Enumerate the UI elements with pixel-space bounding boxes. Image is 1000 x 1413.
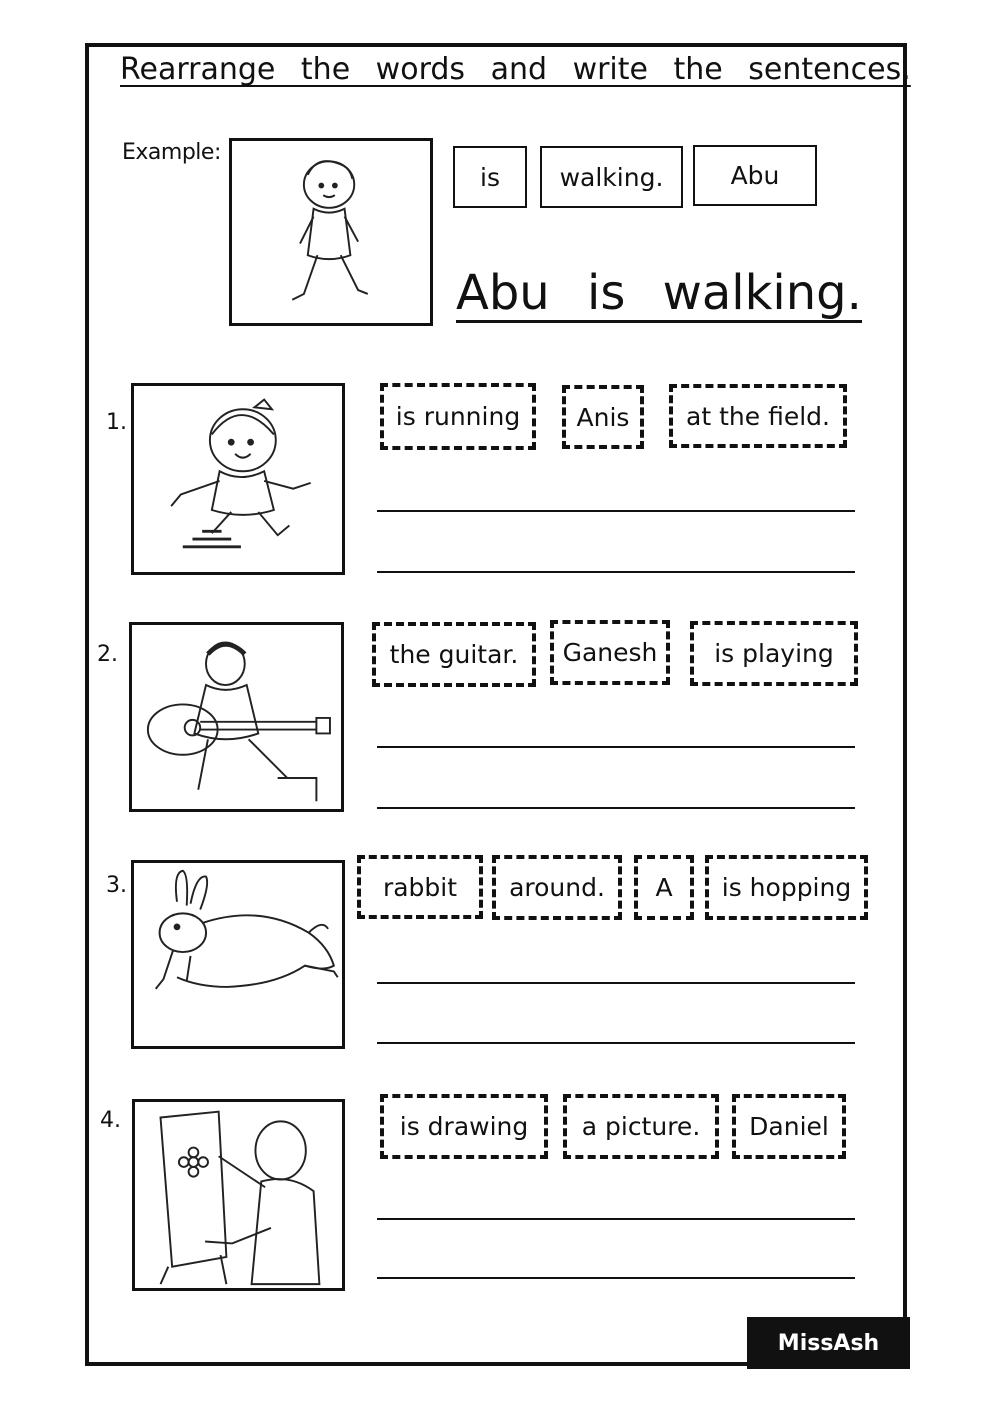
question-4-picture bbox=[132, 1099, 345, 1291]
example-label: Example: bbox=[122, 140, 221, 165]
question-number-2: 2. bbox=[97, 642, 118, 667]
question-number-1: 1. bbox=[106, 410, 127, 435]
question-1-answer-line-1[interactable] bbox=[377, 510, 855, 512]
question-3-answer-line-2[interactable] bbox=[377, 1042, 855, 1044]
author-badge: MissAsh bbox=[747, 1317, 910, 1369]
question-4-answer-line-2[interactable] bbox=[377, 1277, 855, 1279]
example-picture bbox=[229, 138, 433, 326]
question-3-answer-line-1[interactable] bbox=[377, 982, 855, 984]
question-2-answer-line-2[interactable] bbox=[377, 807, 855, 809]
question-1-picture bbox=[131, 383, 345, 575]
question-4-word-1[interactable]: is drawing bbox=[380, 1094, 548, 1159]
question-4-word-2[interactable]: a picture. bbox=[563, 1094, 719, 1159]
example-word-3[interactable]: Abu bbox=[693, 145, 817, 206]
example-word-2[interactable]: walking. bbox=[540, 146, 683, 208]
question-3-word-2[interactable]: around. bbox=[492, 855, 622, 920]
question-3-picture bbox=[131, 860, 345, 1049]
rabbit-hopping-icon bbox=[134, 863, 342, 1046]
question-3-word-4[interactable]: is hopping bbox=[705, 855, 868, 920]
question-2-word-3[interactable]: is playing bbox=[690, 621, 858, 686]
question-4-answer-line-1[interactable] bbox=[377, 1218, 855, 1220]
worksheet-instruction: Rearrange the words and write the sentences. bbox=[120, 52, 911, 87]
question-3-word-1[interactable]: rabbit bbox=[357, 855, 483, 919]
boy-playing-guitar-icon bbox=[132, 625, 341, 809]
question-2-word-1[interactable]: the guitar. bbox=[372, 622, 536, 687]
boy-drawing-icon bbox=[135, 1102, 342, 1288]
question-number-3: 3. bbox=[106, 873, 127, 898]
question-1-word-3[interactable]: at the field. bbox=[669, 384, 847, 448]
example-word-1[interactable]: is bbox=[453, 146, 527, 208]
question-4-word-3[interactable]: Daniel bbox=[732, 1094, 846, 1159]
girl-running-icon bbox=[134, 386, 342, 572]
question-2-word-2[interactable]: Ganesh bbox=[550, 620, 670, 685]
question-1-answer-line-2[interactable] bbox=[377, 571, 855, 573]
boy-walking-icon bbox=[232, 141, 430, 323]
question-2-answer-line-1[interactable] bbox=[377, 746, 855, 748]
question-1-word-1[interactable]: is running bbox=[380, 383, 536, 450]
question-3-word-3[interactable]: A bbox=[634, 855, 694, 920]
question-1-word-2[interactable]: Anis bbox=[562, 385, 644, 449]
question-number-4: 4. bbox=[100, 1108, 121, 1133]
example-answer: Abu is walking. bbox=[456, 265, 862, 321]
question-2-picture bbox=[129, 622, 344, 812]
